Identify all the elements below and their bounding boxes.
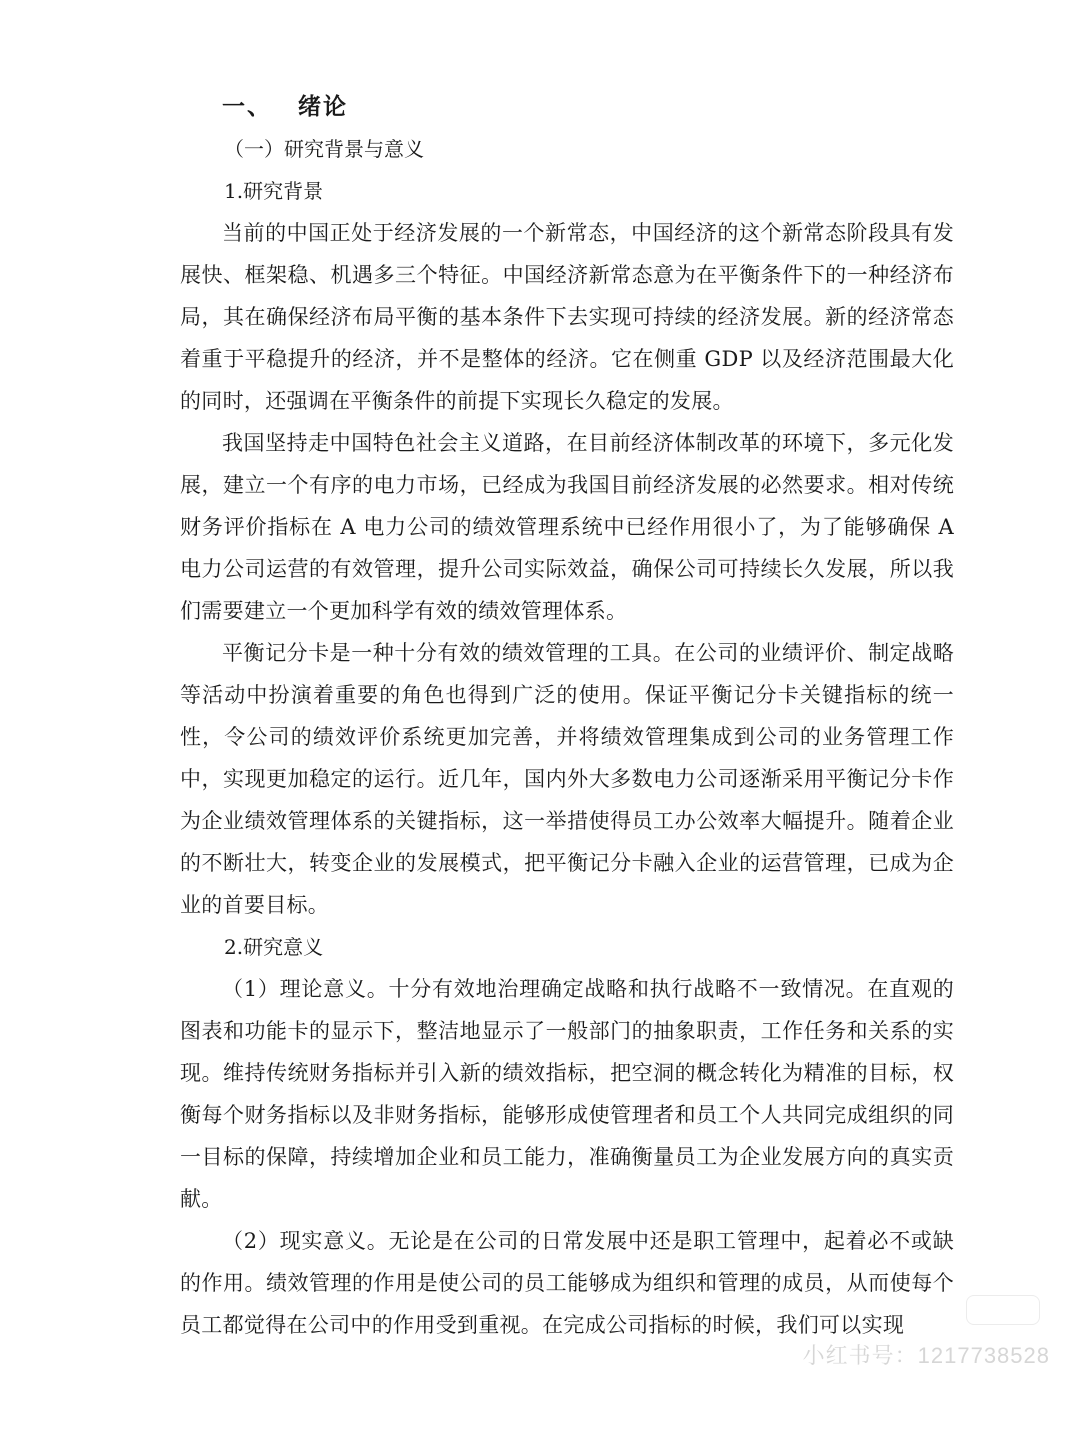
section-heading: （一）研究背景与意义 (224, 137, 424, 161)
subsection-heading: 1.研究背景 (224, 179, 324, 203)
chapter-number: 一、 (222, 93, 272, 120)
document-body (180, 86, 954, 1346)
chapter-heading (222, 86, 954, 128)
paragraph: 平衡记分卡是一种十分有效的绩效管理的工具。在公司的业绩评价、制定战略等活动中扮演着重要的角色也得到广泛的使用。保证平衡记分卡关键指标的统一性，令公司的绩效评价系统更加完善，并将绩效管理集成到公司的业务管理工作中，实现更加稳定的运行。近几年，国内外大多数电力公司逐渐采用平衡记分卡作为企业绩效管理体系的关键指标，这一举措使得员工办公效率大幅提升。随着企业的不断壮大，转变企业的发展模式，把平衡记分卡融入企业的运营管理，已成为企业的首要目标。 (180, 641, 954, 917)
subsection-heading: 2.研究意义 (224, 935, 324, 959)
watermark: 小红书号：1217738528 (802, 1343, 1050, 1368)
paragraph: 我国坚持走中国特色社会主义道路，在目前经济体制改革的环境下，多元化发展，建立一个有序的电力市场，已经成为我国目前经济发展的必然要求。相对传统财务评价指标在 A 电力公司的绩效管理系统中已经作用很小了，为了能够确保 A 电力公司运营的有效管理，提升公司实际效益，确保公司可持续长久发展，所以我们需要建立一个更加科学有效的绩效管理体系。 (180, 431, 954, 623)
paragraph: （2）现实意义。无论是在公司的日常发展中还是职工管理中，起着必不或缺的作用。绩效管理的作用是使公司的员工能够成为组织和管理的成员，从而使每个员工都觉得在公司中的作用受到重视。在完成公司指标的时候，我们可以实现 (180, 1229, 954, 1337)
paragraph: （1）理论意义。十分有效地治理确定战略和执行战略不一致情况。在直观的图表和功能卡的显示下，整洁地显示了一般部门的抽象职责，工作任务和关系的实现。维持传统财务指标并引入新的绩效指标，把空洞的概念转化为精准的目标，权衡每个财务指标以及非财务指标，能够形成使管理者和员工个人共同完成组织的同一目标的保障，持续增加企业和员工能力，准确衡量员工为企业发展方向的真实贡献。 (180, 977, 954, 1211)
paragraph: 当前的中国正处于经济发展的一个新常态，中国经济的这个新常态阶段具有发展快、框架稳、机遇多三个特征。中国经济新常态意为在平衡条件下的一种经济布局，其在确保经济布局平衡的基本条件下去实现可持续的经济发展。新的经济常态着重于平稳提升的经济，并不是整体的经济。它在侧重 GDP 以及经济范围最大化的同时，还强调在平衡条件的前提下实现长久稳定的发展。 (180, 221, 954, 413)
watermark-logo-icon (966, 1295, 1040, 1325)
chapter-title: 绪论 (298, 93, 348, 120)
